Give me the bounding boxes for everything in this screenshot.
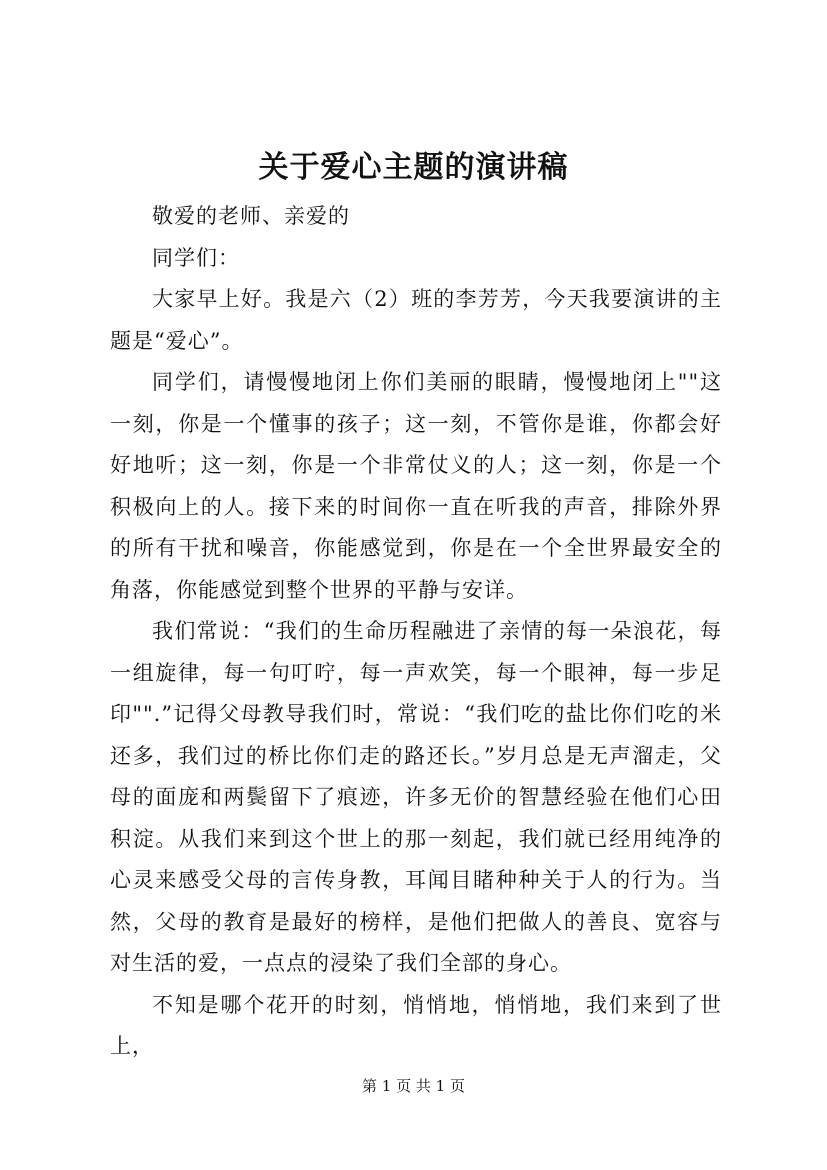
paragraph-3: 我们常说：“我们的生命历程融进了亲情的每一朵浪花，每一组旋律，每一句叮咛，每一声欢笑，每一个眼神，每一步足印"".”记得父母教导我们时，常说：“我们吃的盐比你们吃的米还多，我们过的桥比你们走的路还长。”岁月总是无声溜走，父母的面庞和两鬓留下了痕迹，许多无价的智慧经验在他们心田积淀。从我们来到这个世上的那一刻起，我们就已经用纯净的心灵来感受父母的言传身教，耳闻目睹种种关于人的行为。当然，父母的教育是最好的榜样，是他们把做人的善良、宽容与对生活的爱，一点点的浸染了我们全部的身心。 bbox=[110, 619, 722, 975]
document-title: 关于爱心主题的演讲稿 bbox=[258, 150, 569, 185]
document-body bbox=[110, 196, 722, 1068]
greeting-line-2: 同学们： bbox=[152, 245, 240, 270]
page-footer: 第 1 页 共 1 页 bbox=[362, 1077, 465, 1095]
paragraph-1: 大家早上好。我是六（2）班的李芳芳，今天我要演讲的主题是“爱心”。 bbox=[110, 287, 722, 353]
greeting-line-1: 敬爱的老师、亲爱的 bbox=[152, 204, 350, 228]
paragraph-2: 同学们，请慢慢地闭上你们美丽的眼睛，慢慢地闭上""这一刻，你是一个懂事的孩子；这一刻，不管你是谁，你都会好好地听；这一刻，你是一个非常仗义的人；这一刻，你是一个积极向上的人。接下来的时间你一直在听我的声音，排除外界的所有干扰和噪音，你能感觉到，你是在一个全世界最安全的角落，你能感觉到整个世界的平静与安详。 bbox=[110, 370, 722, 602]
paragraph-4: 不知是哪个花开的时刻，悄悄地，悄悄地，我们来到了世上， bbox=[110, 992, 722, 1058]
